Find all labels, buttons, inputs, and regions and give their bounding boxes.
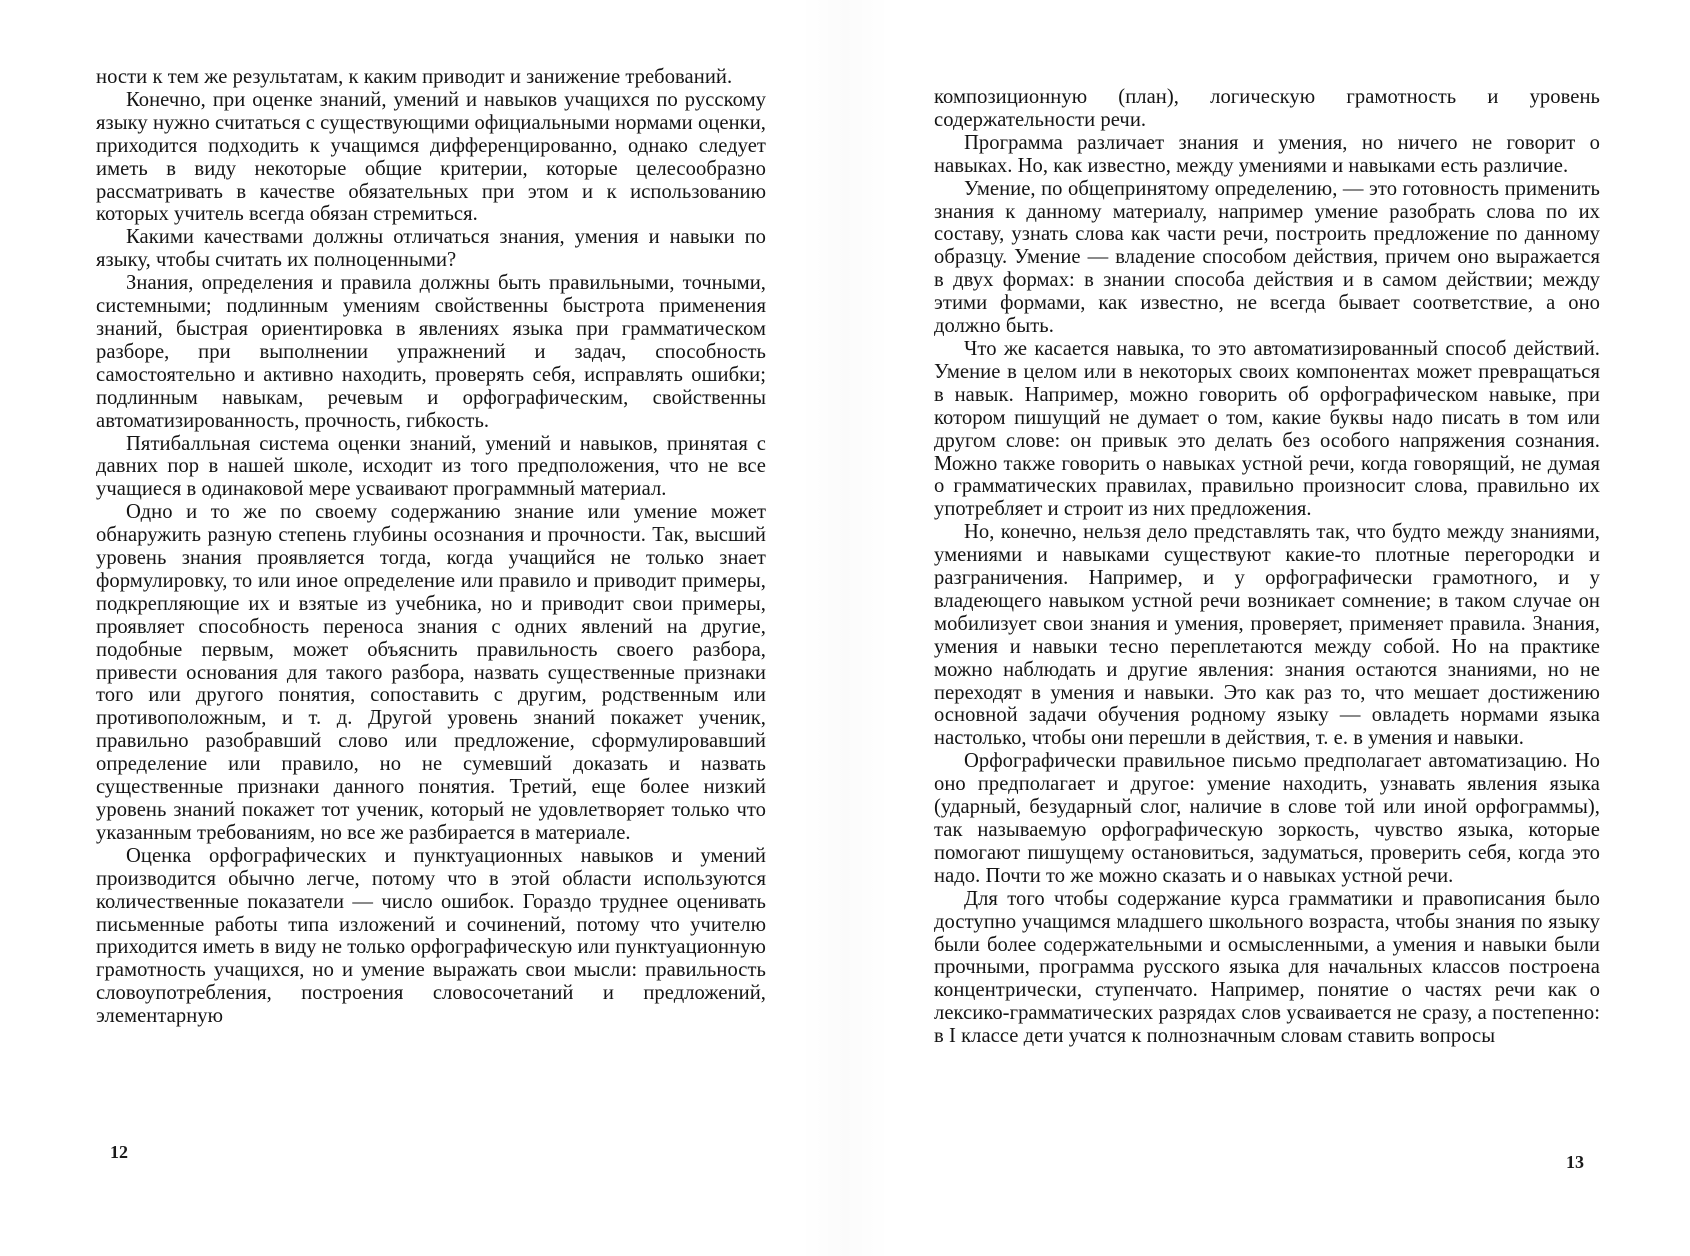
paragraph: Орфографически правильное письмо предполагает автоматизацию. Но оно предполагает и другое: умение находить, узнавать явления языка (ударный, безударный слог, наличие в слове той или иной орфограммы), так называемую орфографическую зоркость, чувство языка, которые помогают пишущему остановиться, задуматься, проверить себя, когда это надо. Почти то же можно сказать и о навыках устной речи. bbox=[934, 750, 1600, 887]
left-page bbox=[96, 66, 766, 1028]
paragraph: Одно и то же по своему содержанию знание или умение может обнаружить разную степень глубины осознания и прочности. Так, высший уровень знания проявляется тогда, когда учащийся не только знает формулировку, то или иное определение или правило и приводит примеры, подкрепляющие их и взятые из учебника, но и приводит свои примеры, проявляет способность переноса знания с одних явлений на другие, подобные первым, может объяснить правильность своего разбора, привести основания для такого разбора, назвать существенные признаки того или другого понятия, сопоставить с другим, родственным или противоположным, и т. д. Другой уровень знаний покажет ученик, правильно разобравший слово или предложение, сформулировавший определение или правило, но не сумевший доказать и назвать существенные признаки данного понятия. Третий, еще более низкий уровень знаний покажет тот ученик, который не удовлетворяет только что указанным требованиям, но все же разбирается в материале. bbox=[96, 501, 766, 844]
page-number: 13 bbox=[1566, 1152, 1584, 1172]
paragraph: ности к тем же результатам, к каким приводит и занижение требований. bbox=[96, 66, 733, 88]
paragraph: Но, конечно, нельзя дело представлять так, что будто между знаниями, умениями и навыками существуют какие-то плотные перегородки и разграничения. Например, и у орфографически грамотного, и у владеющего навыком устной речи возникает сомнение; в таком случае он мобилизует свои знания и умения, проверяет, применяет правила. Знания, умения и навыки тесно переплетаются между собой. Но на практике можно наблюдать и другие явления: знания остаются знаниями, но не переходят в умения и навыки. Это как раз то, что мешает достижению основной задачи обучения родному языку — овладеть нормами языка настолько, чтобы они перешли в действия, т. е. в умения и навыки. bbox=[934, 521, 1600, 750]
page-number: 12 bbox=[110, 1142, 128, 1162]
paragraph: Пятибалльная система оценки знаний, умений и навыков, принятая с давних пор в нашей школе, исходит из того предположения, что не все учащиеся в одинаковой мере усваивают программный материал. bbox=[96, 432, 766, 501]
paragraph: Знания, определения и правила должны быть правильными, точными, системными; подлинным умениям свойственны быстрота применения знаний, быстрая ориентировка в явлениях языка при грамматическом разборе, при выполнении упражнений и задач, способность самостоятельно и активно находить, проверять себя, исправлять ошибки; подлинным навыкам, речевым и орфографическим, свойственны автоматизированность, прочность, гибкость. bbox=[96, 272, 766, 432]
paragraph: Для того чтобы содержание курса грамматики и правописания было доступно учащимся младшего школьного возраста, чтобы знания по языку были более содержательными и осмысленными, а умения и навыки были прочными, программа русского языка для начальных классов построена концентрически, ступенчато. Например, понятие о частях речи как о лексико-грамматических разрядах слов усваивается не сразу, а постепенно: в I классе дети учатся к полнозначным словам ставить вопросы bbox=[934, 887, 1600, 1048]
right-page bbox=[934, 86, 1600, 1048]
book-gutter bbox=[800, 0, 890, 1256]
paragraph: композиционную (план), логическую грамотность и уровень содержательности речи. bbox=[934, 86, 1600, 131]
paragraph: Умение, по общепринятому определению, — это готовность применить знания к данному материалу, например умение разобрать слова по их составу, узнать слова как части речи, построить предложение по данному образцу. Умение — владение способом действия, причем оно выражается в двух формах: в знании способа действия и в самом действии; между этими формами, как известно, не всегда бывает соответствие, а оно должно быть. bbox=[934, 177, 1600, 338]
paragraph: Оценка орфографических и пунктуационных навыков и умений производится обычно легче, потому что в этой области используются количественные показатели — число ошибок. Гораздо труднее оценивать письменные работы типа изложений и сочинений, потому что учителю приходится иметь в виду не только орфографическую или пунктуационную грамотность учащихся, но и умение выражать свои мысли: правильность словоупотребления, построения словосочетаний и предложений, элементарную bbox=[96, 844, 766, 1028]
paragraph: Конечно, при оценке знаний, умений и навыков учащихся по русскому языку нужно считаться с существующими официальными нормами оценки, приходится подходить к учащимся дифференцированно, однако следует иметь в виду некоторые общие критерии, которые целесообразно рассматривать в качестве обязательных при этом и к использованию которых учитель всегда обязан стремиться. bbox=[96, 88, 766, 226]
paragraph: Что же касается навыка, то это автоматизированный способ действий. Умение в целом или в некоторых своих компонентах может превращаться в навык. Например, можно говорить об орфографическом навыке, при котором пишущий не думает о том, какие буквы надо писать в том или другом слове: он привык это делать без особого напряжения сознания. Можно также говорить о навыках устной речи, когда говорящий, не думая о грамматических правилах, правильно произносит слова, правильно их употребляет и строит из них предложения. bbox=[934, 337, 1600, 521]
paragraph: Какими качествами должны отличаться знания, умения и навыки по языку, чтобы считать их полноценными? bbox=[96, 226, 766, 272]
paragraph: Программа различает знания и умения, но ничего не говорит о навыках. Но, как известно, между умениями и навыками есть различие. bbox=[934, 131, 1600, 177]
